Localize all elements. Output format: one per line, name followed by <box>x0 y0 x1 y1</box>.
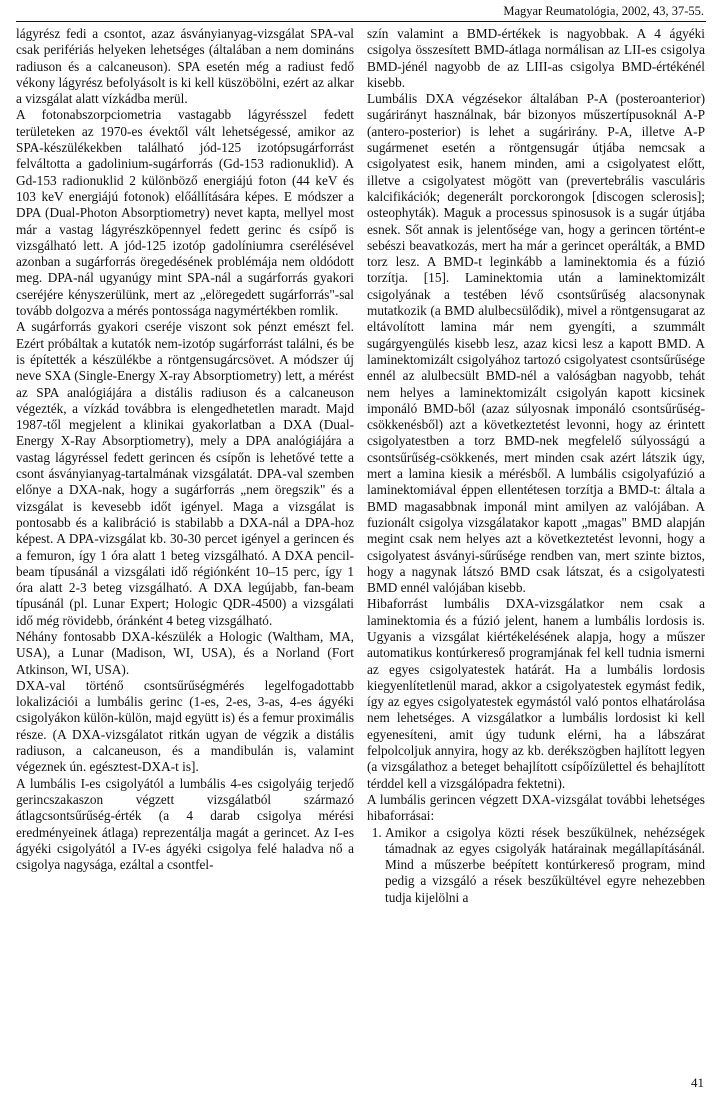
right-column <box>367 26 705 906</box>
paragraph: A lumbális I-es csigolyától a lumbális 4-es csigolyáig terjedő gerincszakaszon végzett vizsgálatból származó átlagcsontsűrűség-érték (a 4 darab csigolya mérési eredményeinek átlaga) reprezentálja magát a gerincet. Az I-es ágyéki csigolyától a IV-es ágyéki csigolya felé haladva nő a csigolya nagysága, ezáltal a csontfel- <box>16 775 354 873</box>
running-header: Magyar Reumatológia, 2002, 43, 37-55. <box>503 4 704 18</box>
paragraph: A sugárforrás gyakori cseréje viszont sok pénzt emészt fel. Ezért próbáltak a kutatók nem-izotóp sugárforrást találni, és be is építették a készülékbe a röntgensugárcsövet. A módszer új neve SXA (Single-Energy X-ray Absorptiometry) lett, a mérést az SPA analógiájára a distális radiuson és a calcaneuson végezték, a vízkád továbbra is elengedhetetlen maradt. Majd 1987-től megjelent a klinikai gyakorlatban a DXA (Dual-Energy X-Ray Absorptiometry), mely a DPA analógiájára a vastag lágyréssel fedett gerincen és csípőn is lehetővé tette a csont ásványianyag-tartalmának vizsgálatát. DPA-val szemben előnye a DXA-nak, hogy a sugárforrás „nem öregszik" és a vizsgálat is kevesebb időt igényel. Maga a vizsgálat is pontosabb és a kalibráció is stabilabb a DXA-nál a DPA-hoz képest. A DPA-vizsgálat kb. 30-30 percet igényel a gerincen és a femuron, így 1 óra alatt 1 beteg vizsgálható. A DXA pencil-beam típusánál a vizsgálati idő régiónként 10–15 perc, így 1 óra alatt 2-3 beteg vizsgálható. A DXA legújabb, fan-beam típusánál (pl. Lunar Expert; Hologic QDR-4500) a vizsgálati idő még rövidebb, óránként 4 beteg vizsgálható. <box>16 319 354 628</box>
paragraph: Néhány fontosabb DXA-készülék a Hologic (Waltham, MA, USA), a Lunar (Madison, WI, USA), és a Norland (Fort Atkinson, WI, USA). <box>16 628 354 677</box>
list-item: 1. Amikor a csigolya közti rések beszűkülnek, nehézségek támadnak az egyes csigolyák határainak megállapításánál. Mind a műszerbe beépített kontúrkereső program, mind pedig a vizsgáló a rések beszűkültével egyre nehezebben tudja kijelölni a <box>385 825 705 906</box>
header-rule <box>16 21 706 22</box>
paragraph: DXA-val történő csontsűrűségmérés legelfogadottabb lokalizációi a lumbális gerinc (1-es, 2-es, 3-as, 4-es ágyéki csigolyákon külön-külön, majd együtt is) és a femur proximális része. (A DXA-vizsgálatot ritkán ugyan de végzik a distális radiuson, a calcaneuson, és a mandibulán is, valamint végeznek ún. egésztest-DXA-t is]. <box>16 677 354 775</box>
page-number: 41 <box>691 1075 704 1090</box>
paragraph: A lumbális gerincen végzett DXA-vizsgálat további lehetséges hibaforrásai: <box>367 791 705 824</box>
error-source-list <box>367 825 705 906</box>
left-column <box>16 26 354 873</box>
paragraph: szín valamint a BMD-értékek is nagyobbak. A 4 ágyéki csigolya összesített BMD-átlaga normálisan az LII-es csigolya BMD-jénél nagyobb de az LIII-as csigolya BMD-értékénél kisebb. <box>367 26 705 90</box>
paragraph: Hibaforrást lumbális DXA-vizsgálatkor nem csak a laminektomia és a fúzió jelent, hanem a lumbális lordosis is. Ugyanis a vizsgálat kiértékelésének alapja, hogy a műszer automatikus kontúrkereső programjának fel kell tudnia ismerni az egyes csigolyatestek határát. Ha a lumbális lordosis kiegyenlítetlenül marad, akkor a csigolyatestek egymást fedik, így az egyes csigolyatestek egymástól való pontos elhatárolása nem lehetséges. A vizsgálatkor a lumbális lordosist ki kell egyenesíteni, amit úgy tudunk elérni, ha a lábszárat felpolcoljuk annyira, hogy az kb. derékszögben hajlított legyen (a vizsgálathoz a beteget behajlított csípőízülettel és behajlított térddel kell a vizsgálópadra fektetni). <box>367 596 705 791</box>
paragraph: Lumbális DXA végzésekor általában P-A (posteroanterior) sugárirányt használnak, bár bizonyos műszertípusoknál A-P (antero-posterior) is lehet a sugárirány. P-A, illetve A-P sugármenet esetén a röntgensugár útjába nemcsak a csigolyatest esik, hanem minden, ami a csigolyatest előtt, illetve a csigolyatest mögött van (prevertebrális vasculáris kalcifikációk; degenerált porckorongok [discogen sclerosis]; osteophyták). Maguk a processus spinosusok is a sugár útjába esnek. Sőt annak is jelentősége van, hogy a gerincen történt-e sebészi beavatkozás, mert ha már a gerincet operálták, a BMD torz lesz. A BMD-t leginkább a laminektomia és a fúzió torzítja. [15]. Laminektomia után a laminektomizált csigolyának a testében lévő csontsűrűség alacsonynak mutatkozik (a BMD alulbecsülődik), mivel a röntgensugarat az eltávolított lamina már nem gyengíti, a szummált sugárgyengülés kisebb lesz, azaz kicsi lesz a kapott BMD. A laminektomizált csigolyához tartozó csigolyatest csontsűrűsége ennél az alulbecsült BMD-nél a valóságban nagyobb, tehát nem helyes a laminektomizált csigolyán kapott kicsinek imponáló BMD-ből (azaz súlyosnak imponáló csontsűrűség-csökkenésből) azt a következtetést levonni, hogy az érintett csigolyatestben a torz BMD-nek megfelelő súlyosságú a csontsűrűség-csökkenés, mert minden csak azért látszik úgy, mert a lamina kiesik a mérésből. A lumbális csigolyafúzió a laminektomiával éppen ellentétesen torzítja a BMD-t: általa a BMD magasabbnak imponál mint amilyen az valójában. A fuzionált csigolya vizsgálatakor kapott „magas" BMD alapján megint csak nem helyes azt a következtetést levonni, hogy a csigolyatest ásványi-sűrűsége rendben van, mert szinte biztos, hogy a nagynak látszó BMD csak látszat, és a csigolyatesti BMD ennél valójában kisebb. <box>367 91 705 596</box>
paragraph: A fotonabszorpciometria vastagabb lágyrésszel fedett területeken az 1970-es évektől vált lehetségessé, amikor az SPA-készülékekben található jód-125 izotópsugárforrást felváltotta a gadolinium-sugárforrás (Gd-153 radionuklid). A Gd-153 radionuklid 2 különböző energiájú foton (44 keV és 103 keV energiájú fotonok) előállítására képes. E módszer a DPA (Dual-Photon Absorptiometry) nevet kapta, mellyel most már a vastag lágyrészköpennyel fedett gerinc és csípő is vizsgálható lett. A jód-125 izotóp gadolíniumra cserélésével azonban a sugárforrás öregedésének problémája nem oldódott meg. DPA-nál ugyanúgy mint SPA-nál a sugárforrás gyakori cseréjére kényszerülünk, mert az „elöregedett sugárforrás"-sal tovább dolgozva a mérés pontossága nagymértékben romlik. <box>16 107 354 319</box>
paragraph: lágyrész fedi a csontot, azaz ásványianyag-vizsgálat SPA-val csak perifériás helyeken lehetséges (általában a nem domináns radiuson és a calcaneuson). SPA esetén még a radiust fedő vékony lágyrész befolyásolt is ki kell küszöbölni, ezért az alkar a vizsgálat alatt vízkádba merül. <box>16 26 354 107</box>
